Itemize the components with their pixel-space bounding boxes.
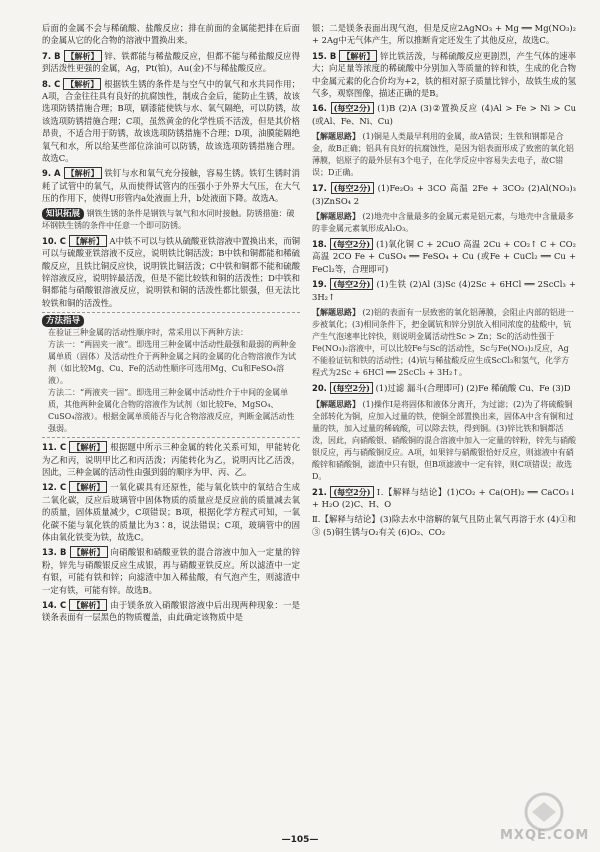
answer-tag: (每空2分) bbox=[331, 102, 374, 114]
answer-tag: (每空2分) bbox=[330, 382, 373, 394]
thinking-box-3 bbox=[312, 306, 576, 379]
thinking-box-2 bbox=[312, 210, 576, 235]
answer-tag: (每空2分) bbox=[330, 278, 373, 290]
answer-item bbox=[312, 486, 576, 511]
method-lines bbox=[42, 327, 300, 435]
answer-text: 由于镁条放入硝酸银溶液中后出现两种现象：一是镁条表面有一层黑色的物质覆盖，由此确定该物质中是 bbox=[42, 600, 300, 623]
question-number: 9. A bbox=[42, 168, 64, 179]
answer-text: 根据铁生锈的条件是与空气中的氧气和水共同作用；A项，合金往往具有良好的抗腐蚀性，制成合金后，能防止生锈，故该选项防锈措施合理；B项，刷漆能使铁与水、氧气隔绝，可以防锈，故该选项防锈措施合理；C项，虽然黄金的化学性质不活泼，但是其价格昂贵，不适合用于防锈，故该选项防锈措施不合理；D项，油膜能隔绝氧气和水，所以给某些部位涂油可以防锈，故该选项防锈措施合理。故选C。 bbox=[42, 78, 300, 164]
watermark-text: MXQE.COM bbox=[500, 828, 590, 843]
left-column bbox=[42, 22, 300, 627]
answer-text: Ⅱ.【解释与结论】(3)除去水中溶解的氧气且防止氧气再溶于水 (4)①和③ (5)铜生锈与O₂有关 (6)O₂、CO₂ bbox=[312, 514, 576, 537]
page-number: —105— bbox=[281, 835, 319, 845]
answers-block-7 bbox=[312, 382, 576, 394]
answer-item bbox=[312, 278, 576, 303]
answer-tag: 【解析】 bbox=[69, 599, 107, 611]
answer-item bbox=[312, 22, 576, 47]
thinking-text-3: (2)铝的表面有一层致密的氧化铝薄膜，会阻止内部的铝进一步被氧化；(3)相同条件下，把金属钪和锌分别放入相同浓度的盐酸中，钪产生气泡速率比锌快，则说明金属活动性Sc > Zn；Sc的活动性强于Fe(NO₃)₂溶液中，可以比较Fe与Sc的活动性，Sc与Fe(NO₃)₂反应，Ag不能验证钪和铁的活动性；(4)钪与稀盐酸反应生成ScCl₃和氢气，化学方程式为2Sc + 6HCl ══ 2ScCl₃ + 3H₂↑。 bbox=[312, 308, 574, 378]
question-number: 10. C bbox=[42, 235, 69, 246]
answer-item bbox=[312, 50, 576, 100]
answer-item bbox=[312, 382, 576, 394]
answer-item bbox=[42, 546, 300, 596]
answer-item bbox=[42, 50, 300, 75]
answer-text: (1)Fe₂O₃ + 3CO 高温 2Fe + 3CO₂ (2)Al(NO₃)₃ (3)ZnSO₄ 2 bbox=[312, 183, 576, 206]
thinking-label-3: 【解题思路】 bbox=[312, 307, 360, 318]
thinking-text-4: (1)操作Ⅰ是将固体和液体分离开，为过滤；(2)为了将硫酸铜全部转化为铜，应加入过量的铁，使铜全部置换出来，固体A中含有铜和过量的铁，加入过量的稀硫酸，可以除去铁，得到铜。(3)锌比铁和铜都活泼，因此，向硝酸银、硝酸铜的混合溶液中加入一定量的锌粉，锌先与硝酸银反应，再与硝酸铜反应。A项，如果锌与硝酸银恰好反应，则滤液中有硝酸锌和硝酸铜，滤渣中只有银，但B项滤液中一定有锌，则C项错误；故选D。 bbox=[312, 399, 576, 481]
answer-text: (1)B (2)A (3)②置换反应 (4)Al > Fe > Ni > Cu (或Al、Fe、Ni、Cu) bbox=[312, 103, 576, 126]
answer-tag: (每空2分) bbox=[331, 182, 374, 194]
answer-item bbox=[42, 235, 300, 309]
answer-text: 根据题中所示三种金属的转化关系可知，甲能转化为乙和丙，说明甲比乙和丙活泼；丙能转化为乙，说明丙比乙活泼，因此，三种金属的活动性由强到弱的顺序为甲、丙、乙。 bbox=[42, 442, 300, 477]
method-line: 方法一：“两固夹一液”。即选用三种金属中活动性最强和最弱的两种金属单质（固体）及活动性介于两种金属之间的金属的化合物溶液作为试剂（如比较Mg、Cu、Fe的活动性顺序可选用Mg、Cu和FeSO₄溶液）。 bbox=[48, 340, 297, 386]
answer-tag: 【解析】 bbox=[64, 167, 102, 179]
thinking-label-4: 【解题思路】 bbox=[312, 398, 360, 409]
thinking-text-1: (1)铜是人类最早利用的金属，故A错误；生铁和钢都是合金，故B正确；铝具有良好的抗腐蚀性，是因为铝表面形成了致密的氧化铝薄膜，铝原子的最外层有3个电子，在化学反应中容易失去电子，故C错误；D正确。 bbox=[312, 132, 574, 178]
answers-block-2 bbox=[42, 235, 300, 309]
answers-block-4 bbox=[312, 22, 576, 127]
method-line: 在验证三种金属的活动性顺序时，常采用以下两种方法： bbox=[48, 328, 248, 338]
answers-block-1 bbox=[42, 22, 300, 205]
question-number: 20. bbox=[312, 383, 330, 394]
question-number: 14. C bbox=[42, 600, 70, 610]
answer-item bbox=[312, 102, 576, 127]
knowledge-label: 知识拓展 bbox=[42, 208, 84, 220]
answer-tag: 【解析】 bbox=[64, 50, 102, 62]
question-number: 18. bbox=[312, 239, 331, 250]
question-number: 19. bbox=[312, 279, 331, 290]
question-number: 16. bbox=[312, 103, 331, 114]
thinking-text-2: (2)地壳中含量最多的金属元素是铝元素，与地壳中含量最多的非金属元素氧形成Al₂O₃。 bbox=[312, 212, 574, 234]
answer-text: Ⅰ.【解释与结论】(1)CO₂ + Ca(OH)₂ ══ CaCO₃↓ + H₂O (2)C、H、O bbox=[312, 486, 576, 509]
thinking-label-1: 【解题思路】 bbox=[312, 131, 360, 142]
answers-block-8 bbox=[312, 486, 576, 539]
answer-tag: 【解析】 bbox=[69, 481, 107, 493]
answer-text: (1)过滤 漏斗(合理即可) (2)Fe 稀硫酸 Cu、Fe (3)D bbox=[375, 383, 571, 394]
answer-tag: 【解析】 bbox=[70, 546, 108, 558]
knowledge-text: 钢铁生锈的条件是钢铁与氧气和水同时接触。防锈措施：破坏钢铁生锈的条件中任意一个即可防锈。 bbox=[42, 208, 295, 230]
method-box bbox=[42, 312, 300, 438]
right-column bbox=[312, 22, 576, 541]
answer-tag: 【解析】 bbox=[69, 441, 107, 453]
answer-item bbox=[42, 167, 300, 204]
question-number: 11. C bbox=[42, 442, 70, 453]
answers-block-3 bbox=[42, 441, 300, 624]
answer-item bbox=[42, 599, 300, 624]
answer-tag: (每空2分) bbox=[330, 486, 373, 498]
answer-item bbox=[42, 481, 300, 543]
answer-tag: 【解析】 bbox=[63, 78, 101, 90]
question-number: 15. B bbox=[312, 50, 340, 61]
question-number: 17. bbox=[312, 183, 331, 194]
answer-text: (1)氧化铜 C + 2CuO 高温 2Cu + CO₂↑ C + CO₂ 高温 2CO Fe + CuSO₄ ══ FeSO₄ + Cu (或Fe + CuCl₂ ══ Cu + FeCl₂等，合理即可) bbox=[312, 239, 576, 274]
question-number: 7. B bbox=[42, 50, 64, 61]
answer-item bbox=[42, 78, 300, 165]
answer-text: (1)生铁 (2)Al (3)Sc (4)2Sc + 6HCl ══ 2ScCl₃ + 3H₂↑ bbox=[312, 279, 576, 302]
thinking-label-2: 【解题思路】 bbox=[312, 211, 360, 222]
answer-text: A中铁不可以与铁从硫酸亚铁溶液中置换出来，而铜可以与硫酸亚铁溶液不反应，说明铁比铜活泼；B中铁和铜都能和稀硫酸反应，且铁比铜反应快，说明铁比铜活泼；C中铁和铜都不能和硫酸锌溶液反应，说明锌最活泼，但是不能比较铁和铜的活泼性；D中铁和铜都能与硝酸银溶液反应，说明铁和铜的活泼性都比银强，但无法比较铁和铜的活泼性。 bbox=[42, 235, 300, 308]
answer-item bbox=[312, 238, 576, 275]
question-number: 13. B bbox=[42, 547, 70, 558]
answer-text: 一氧化碳具有还原性，能与氧化铁中的氧结合生成二氧化碳，反应后玻璃管中固体物质的质量应是反应前的质量减去氧的质量，固体质量减少，C项错误；B项，根据化学方程式可知，一氧化碳不能与氧化铁的质量比为3∶8，说法错误；C项，玻璃管中的固体由氧化铁变为铁，故选C。 bbox=[42, 482, 300, 542]
thinking-box-4 bbox=[312, 398, 576, 483]
answer-text: 锌比铁活泼，与稀硫酸反应更剧烈，产生气体的速率大；向足量等浓度的稀硫酸中分别加入等质量的锌和铁，生成的化合物中金属元素的化合价均为+2，铁的相对原子质量比锌小，故铁生成的氢气多，观察图像，描述正确的是B。 bbox=[312, 50, 576, 99]
question-number: 8. C bbox=[42, 78, 64, 89]
method-label: 方法指导 bbox=[42, 315, 84, 327]
answer-text: 铁钉与水和氧气充分接触，容易生锈。铁钉生锈时消耗了试管中的氧气，从而使得试管内的压强小于外界大气压，在大气压的作用下，使得U形管内a处液面上升，b处液面下降。故选A。 bbox=[42, 168, 300, 204]
answer-item bbox=[42, 441, 300, 478]
answer-text: 银；二是镁条表面出现气泡，但是反应2AgNO₃ + Mg ══ Mg(NO₃)₂ + 2Ag中无气体产生，所以推断肯定还发生了其他反应，故选C。 bbox=[312, 23, 576, 46]
answer-tag: 【解析】 bbox=[69, 235, 107, 247]
question-number: 12. C bbox=[42, 482, 70, 493]
answer-item bbox=[42, 22, 300, 47]
answers-block-5 bbox=[312, 182, 576, 207]
answer-text: 锌、铁都能与稀盐酸反应，但都不能与稀盐酸反应得到活泼性更强的金属，Ag，Pt(铂)，Au(金)不与稀盐酸反应。 bbox=[42, 50, 301, 74]
answers-block-6 bbox=[312, 238, 576, 303]
answer-item bbox=[312, 513, 576, 538]
answer-text: 后面的金属不会与稀硫酸、盐酸反应；排在前面的金属能把排在后面的金属从它的化合物的溶液中置换出来。 bbox=[42, 23, 300, 46]
answer-tag: 【解析】 bbox=[339, 50, 377, 62]
method-line: 方法二：“两液夹一固”。即选用三种金属中活动性介于中间的金属单质，其他两种金属化合物的溶液作为试剂（如比较Fe、MgSO₄、CuSO₄溶液）。根据金属单质能否与化合物溶液反应，判断金属活动性强弱。 bbox=[48, 388, 295, 434]
answer-tag: (每空2分) bbox=[330, 238, 373, 250]
knowledge-box bbox=[42, 208, 300, 232]
answer-item bbox=[312, 182, 576, 207]
thinking-box-1 bbox=[312, 130, 576, 179]
answer-text: 向硝酸银和硝酸亚铁的混合溶液中加入一定量的锌粉，锌先与硝酸银反应生成银，再与硝酸亚铁反应。所以滤渣中一定有银，可能有铁和锌；向滤渣中加入稀盐酸，有气泡产生，则滤渣中一定有铁，可能有锌。故选B。 bbox=[42, 547, 300, 595]
question-number: 21. bbox=[312, 486, 331, 497]
